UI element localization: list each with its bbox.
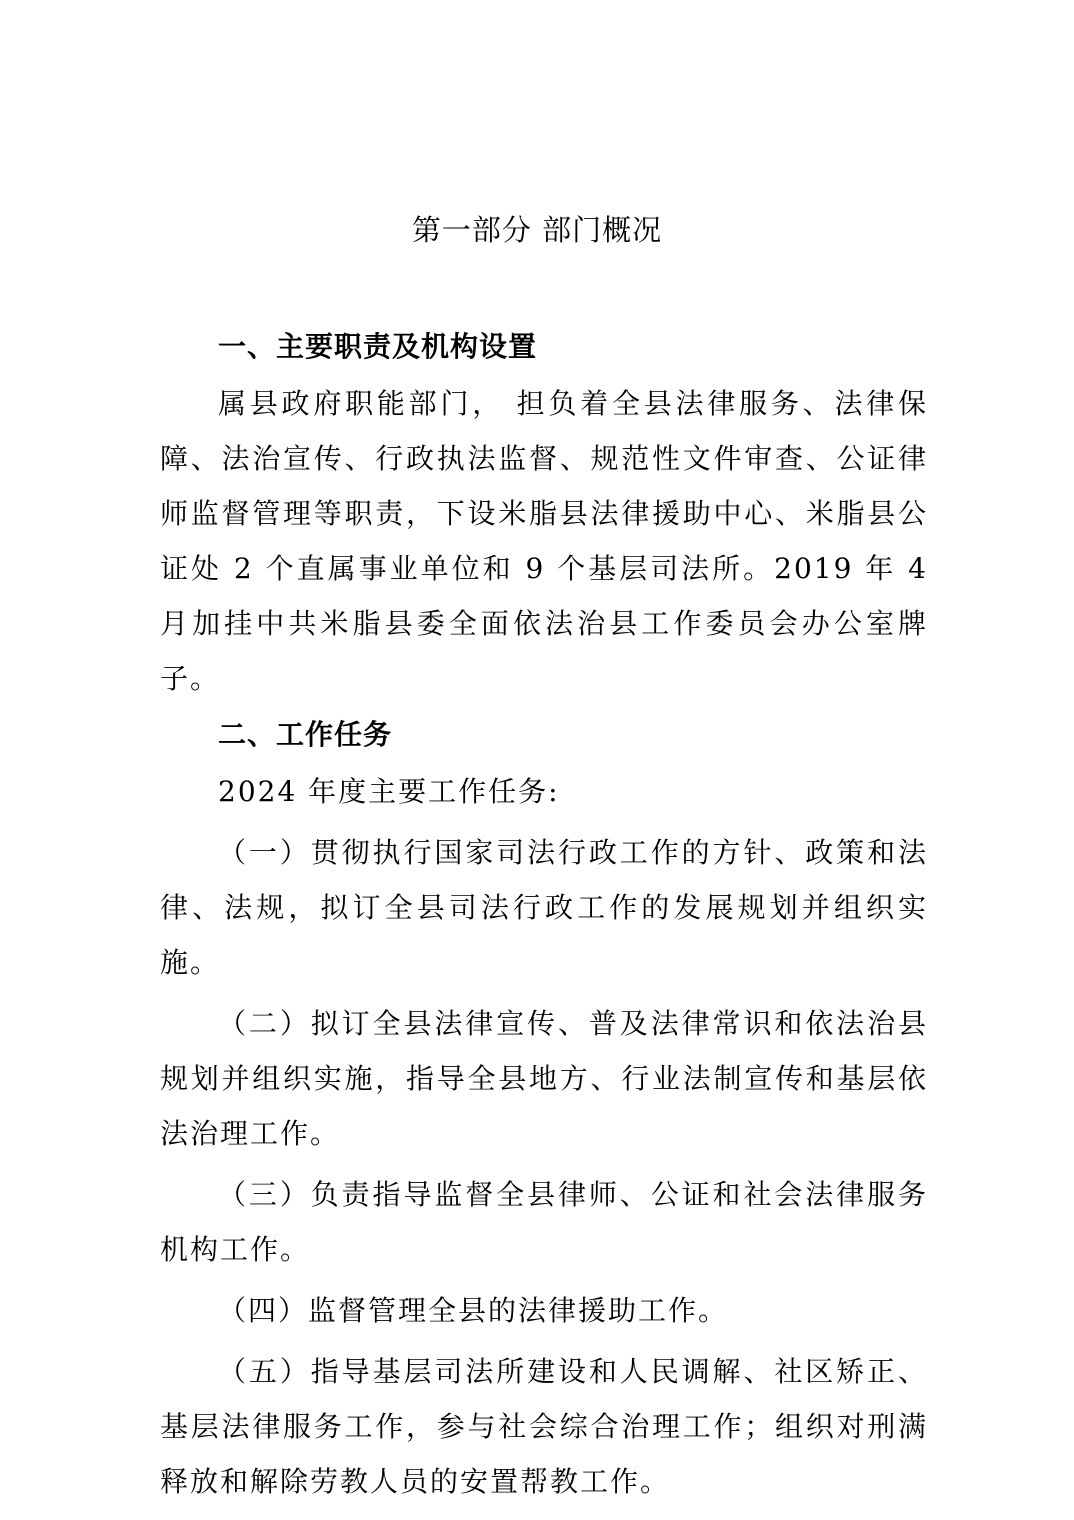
- section-heading-tasks: 二、工作任务: [218, 718, 393, 751]
- page-title: 第一部分 部门概况: [411, 213, 663, 247]
- paragraph-task-4: （四）监督管理全县的法律援助工作。: [218, 1294, 729, 1327]
- document-body: [160, 318, 928, 1509]
- section-heading-duties: 一、主要职责及机构设置: [218, 330, 538, 363]
- paragraph-tasks-intro: 2024 年度主要工作任务:: [218, 775, 560, 808]
- paragraph-task-2: （二）拟订全县法律宣传、普及法律常识和依法治县规划并组织实施，指导全县地方、行业法制宣传和基层依法治理工作。: [160, 1007, 928, 1150]
- paragraph-duties: 属县政府职能部门， 担负着全县法律服务、法律保障、法治宣传、行政执法监督、规范性文件审查、公证律师监督管理等职责，下设米脂县法律援助中心、米脂县公证处 2 个直属事业单位和 9 个基层司法所。2019 年 4 月加挂中共米脂县委全面依法治县工作委员会办公室牌子。: [160, 387, 928, 695]
- paragraph-task-1: （一）贯彻执行国家司法行政工作的方针、政策和法律、法规，拟订全县司法行政工作的发展规划并组织实施。: [160, 836, 928, 979]
- paragraph-task-5: （五）指导基层司法所建设和人民调解、社区矫正、基层法律服务工作，参与社会综合治理工作；组织对刑满释放和解除劳教人员的安置帮教工作。: [160, 1355, 928, 1498]
- paragraph-task-3: （三）负责指导监督全县律师、公证和社会法律服务机构工作。: [160, 1178, 928, 1266]
